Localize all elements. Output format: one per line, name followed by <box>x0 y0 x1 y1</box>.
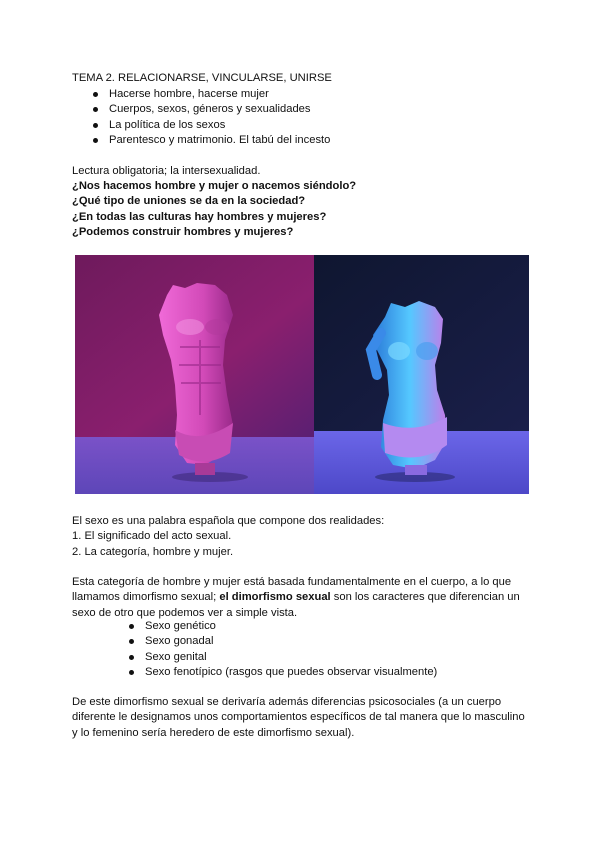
torsos-photo <box>75 255 529 494</box>
bullet-icon <box>129 639 134 644</box>
bullet-icon <box>93 92 98 97</box>
list-item: Cuerpos, sexos, géneros y sexualidades <box>72 102 330 117</box>
bullet-icon <box>129 670 134 675</box>
bullet-icon <box>93 138 98 143</box>
bullet-icon <box>129 655 134 660</box>
list-item: Hacerse hombre, hacerse mujer <box>72 87 330 102</box>
question: ¿En todas las culturas hay hombres y mujeres? <box>72 210 327 223</box>
bullet-icon <box>129 624 134 629</box>
list-item: La política de los sexos <box>72 118 330 133</box>
question: ¿Qué tipo de uniones se da en la sociedad? <box>72 195 306 208</box>
question: ¿Nos hacemos hombre y mujer o nacemos siéndolo? <box>72 180 357 192</box>
list-item: Sexo genético <box>108 619 437 634</box>
page-title: TEMA 2. RELACIONARSE, VINCULARSE, UNIRSE <box>72 72 332 84</box>
list-item: Sexo gonadal <box>108 634 437 649</box>
list-item: Parentesco y matrimonio. El tabú del incesto <box>72 133 330 148</box>
list-item: Sexo fenotípico (rasgos que puedes observar visualmente) <box>108 665 437 680</box>
intro-paragraph: El sexo es una palabra española que compone dos realidades: 1. El significado del acto sexual. 2. La categoría, hombre y mujer. <box>72 515 385 558</box>
sex-types-list <box>108 619 437 681</box>
key-term: el dimorfismo sexual <box>219 591 331 604</box>
list-item: Sexo genital <box>108 650 437 665</box>
reading-note: Lectura obligatoria; la intersexualidad. <box>72 165 261 177</box>
bullet-icon <box>93 107 98 112</box>
bullet-icon <box>93 123 98 128</box>
topic-list <box>72 87 330 149</box>
conclusion-paragraph: De este dimorfismo sexual se derivaría además diferencias psicosociales (a un cuerpo diferente le designamos unos comportamientos específicos de tal manera que lo masculino y lo femenino sería heredero de este dimorfismo sexual). <box>72 696 525 739</box>
question: ¿Podemos construir hombres y mujeres? <box>72 226 294 239</box>
question-list <box>72 179 356 241</box>
dimorfismo-paragraph: Esta categoría de hombre y mujer está basada fundamentalmente en el cuerpo, a lo que llamamos dimorfismo sexual; el dimorfismo sexual son los caracteres que diferencian un sexo de otro que podemos ver a simple vista. <box>72 576 520 619</box>
